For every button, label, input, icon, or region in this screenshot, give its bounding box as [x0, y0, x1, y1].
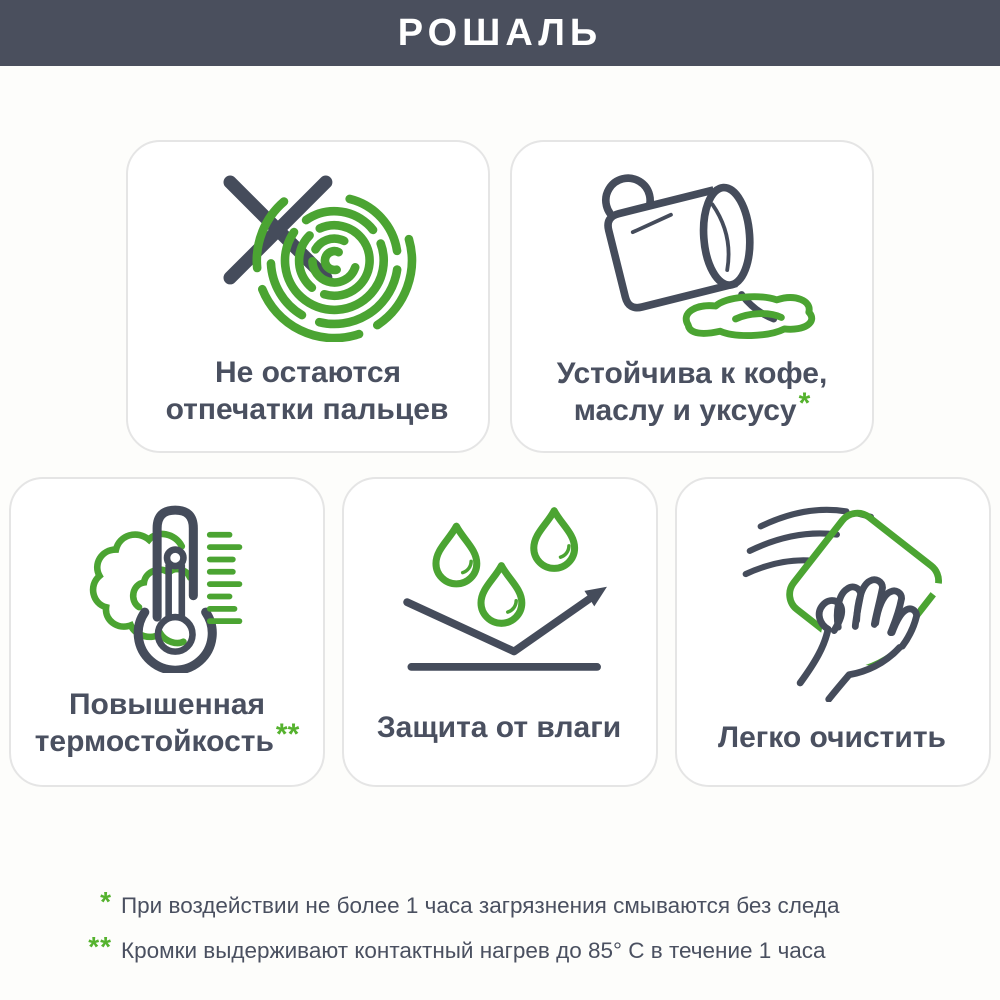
- footnote-1-text: При воздействии не более 1 часа загрязнения смываются без следа: [121, 893, 840, 918]
- card-label-line1: Повышенная: [68, 688, 266, 721]
- card-label: [344, 681, 656, 773]
- footnote-2-asterisk: **: [88, 931, 112, 962]
- footnotes-block: [66, 886, 966, 966]
- footnote-2: [66, 931, 966, 966]
- footnote-1: [66, 886, 966, 921]
- icon-zone: [677, 479, 989, 702]
- card-label-line2: маслу и уксусу*: [573, 387, 811, 427]
- asterisk-marker: **: [275, 718, 300, 751]
- footnote-1-asterisk: *: [100, 886, 112, 917]
- icon-zone: [512, 142, 872, 345]
- header-bar: [0, 0, 1000, 66]
- icon-zone: [128, 142, 488, 342]
- asterisk-marker: *: [798, 387, 811, 420]
- card-easy-clean: [675, 477, 991, 787]
- water-drops-bounce-icon: [380, 491, 620, 681]
- spilled-cup-icon: [566, 154, 818, 345]
- card-stain-resistant: [510, 140, 874, 453]
- feature-cards-row-1: [0, 140, 1000, 453]
- card-label-line1: Не остаются: [214, 355, 402, 389]
- hand-wipe-icon: [721, 491, 946, 702]
- card-label: [677, 702, 989, 773]
- card-moisture-protection: [342, 477, 658, 787]
- thermometer-steam-icon: [60, 492, 274, 673]
- card-label: [11, 673, 323, 773]
- card-label-line2: отпечатки пальцев: [165, 392, 449, 426]
- card-label-line1: Легко очистить: [718, 721, 946, 754]
- card-no-fingerprints: [126, 140, 490, 453]
- fingerprint-cross-icon: [191, 154, 426, 342]
- card-label-line2: термостойкость**: [34, 718, 300, 758]
- card-label-line1: Устойчива к кофе,: [556, 357, 828, 390]
- card-label: [128, 342, 488, 439]
- card-heat-resistant: [9, 477, 325, 787]
- brand-title: РОШАЛЬ: [397, 11, 603, 54]
- card-label-line1: Защита от влаги: [376, 710, 622, 744]
- icon-zone: [344, 479, 656, 681]
- icon-zone: [11, 479, 323, 673]
- card-label: [512, 345, 872, 439]
- footnote-2-text: Кромки выдерживают контактный нагрев до 85° C в течение 1 часа: [121, 938, 826, 963]
- feature-cards-row-2: [0, 477, 1000, 787]
